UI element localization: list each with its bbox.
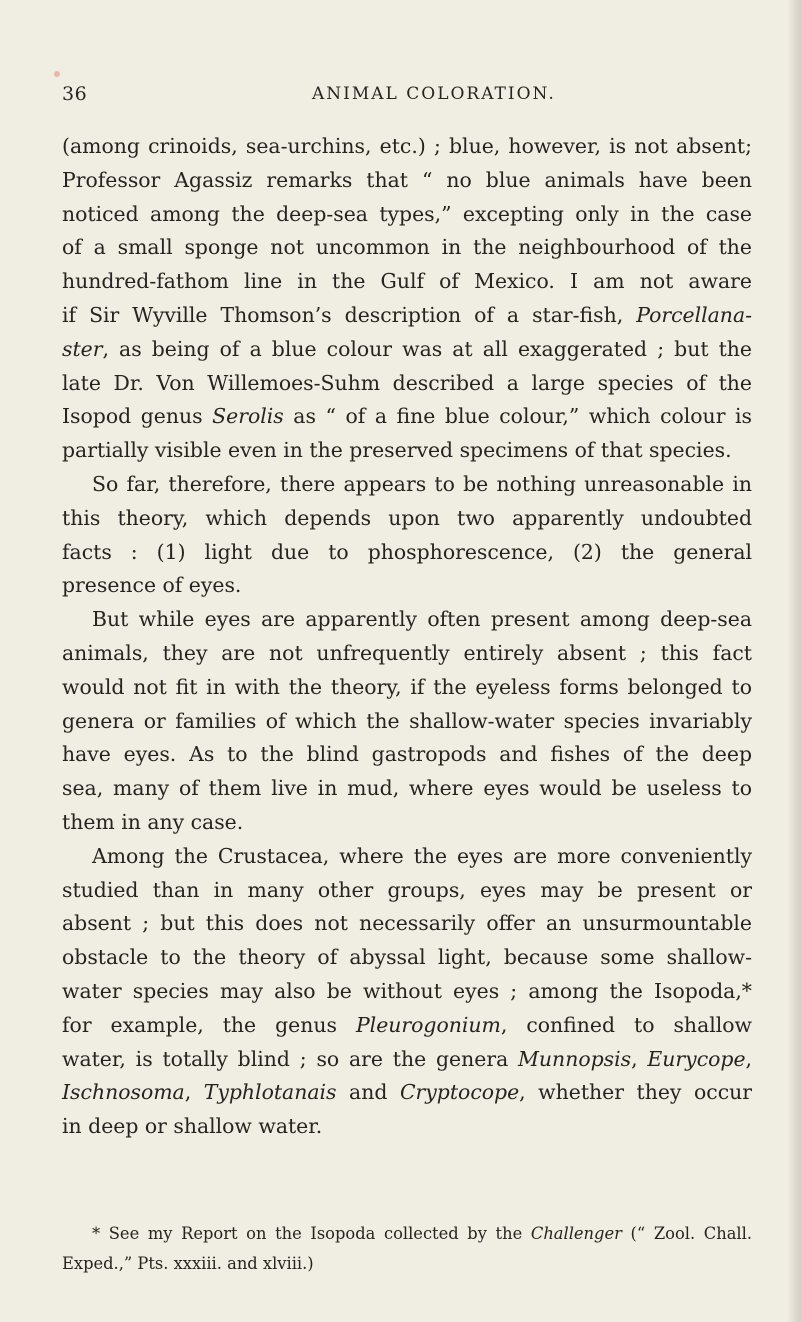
taxon-name: Ischnosoma: [62, 1080, 185, 1105]
text-line: (among crinoids, sea-urchins, etc.) ; blue, however, is not absent;: [62, 134, 752, 158]
text-line: water, is totally blind ; so are the genera Munnopsis, Eurycope,: [62, 1046, 752, 1071]
text-line: would not fit in with the theory, if the eyeless forms belonged to: [62, 674, 752, 699]
text-line: Ischnosoma, Typhlotanais and Cryptocope, whether they occur: [62, 1080, 752, 1105]
text-line: Professor Agassiz remarks that “ no blue animals have been: [62, 167, 752, 192]
taxon-name: Eurycope: [647, 1046, 746, 1071]
text-line: Isopod genus Serolis as “ of a fine blue colour,” which colour is: [62, 404, 752, 429]
paragraph-start: But while eyes are apparently often present among deep-sea: [92, 607, 752, 632]
paper-speck: [54, 71, 60, 77]
ship-name: Challenger: [530, 1224, 622, 1243]
text-line: late Dr. Von Willemoes-Suhm described a large species of the: [62, 370, 752, 395]
page-number: 36: [62, 83, 88, 105]
body-text: [62, 130, 752, 1144]
text-line: if Sir Wyville Thomson’s description of a star-fish, Porcellana-: [62, 302, 752, 327]
text-line: hundred-fathom line in the Gulf of Mexico. I am not aware: [62, 269, 752, 294]
text-line: animals, they are not unfrequently entirely absent ; this fact: [62, 640, 752, 665]
text-line: studied than in many other groups, eyes may be present or: [62, 877, 752, 902]
text-line: absent ; but this does not necessarily offer an unsurmountable: [62, 911, 752, 936]
paragraph-start: Among the Crustacea, where the eyes are more conveniently: [92, 843, 752, 868]
text-line: presence of eyes.: [62, 573, 242, 598]
taxon-name: Cryptocope: [399, 1080, 520, 1105]
taxon-name: Typhlotanais: [203, 1080, 337, 1105]
text-line: this theory, which depends upon two apparently undoubted: [62, 505, 752, 530]
footnote-line: * See my Report on the Isopoda collected by the Challenger (“ Zool. Chall.: [92, 1224, 753, 1243]
footnote-line: Exped.,” Pts. xxxiii. and xlviii.): [62, 1254, 314, 1273]
taxon-name: Munnopsis: [518, 1046, 632, 1071]
taxon-name: ster: [62, 336, 103, 361]
text-line: genera or families of which the shallow-water species invariably: [62, 708, 752, 733]
text-line: for example, the genus Pleurogonium, confined to shallow: [62, 1012, 752, 1037]
text-line: ster, as being of a blue colour was at all exaggerated ; but the: [62, 336, 752, 361]
text-line: water species may also be without eyes ; among the Isopoda,*: [62, 978, 752, 1003]
text-line: of a small sponge not uncommon in the neighbourhood of the: [62, 235, 752, 260]
text-line: partially visible even in the preserved specimens of that species.: [62, 438, 732, 463]
page-edge-shadow: [787, 0, 801, 1322]
taxon-name: Serolis: [212, 404, 284, 429]
text-line: facts : (1) light due to phosphorescence, (2) the general: [62, 539, 752, 564]
paragraph-start: So far, therefore, there appears to be nothing unreasonable in: [92, 471, 752, 496]
text-line: noticed among the deep-sea types,” excepting only in the case: [62, 201, 752, 226]
footnote: [62, 1219, 752, 1279]
taxon-name: Pleurogonium: [355, 1012, 501, 1037]
text-line: them in any case.: [62, 809, 244, 834]
text-line: in deep or shallow water.: [62, 1114, 323, 1139]
running-title: ANIMAL COLORATION.: [312, 84, 556, 104]
text-line: have eyes. As to the blind gastropods and fishes of the deep: [62, 742, 752, 767]
text-line: sea, many of them live in mud, where eyes would be useless to: [62, 776, 752, 801]
page-header: [62, 83, 752, 111]
taxon-name: Porcellana-: [636, 302, 752, 327]
text-line: obstacle to the theory of abyssal light, because some shallow-: [62, 945, 752, 970]
